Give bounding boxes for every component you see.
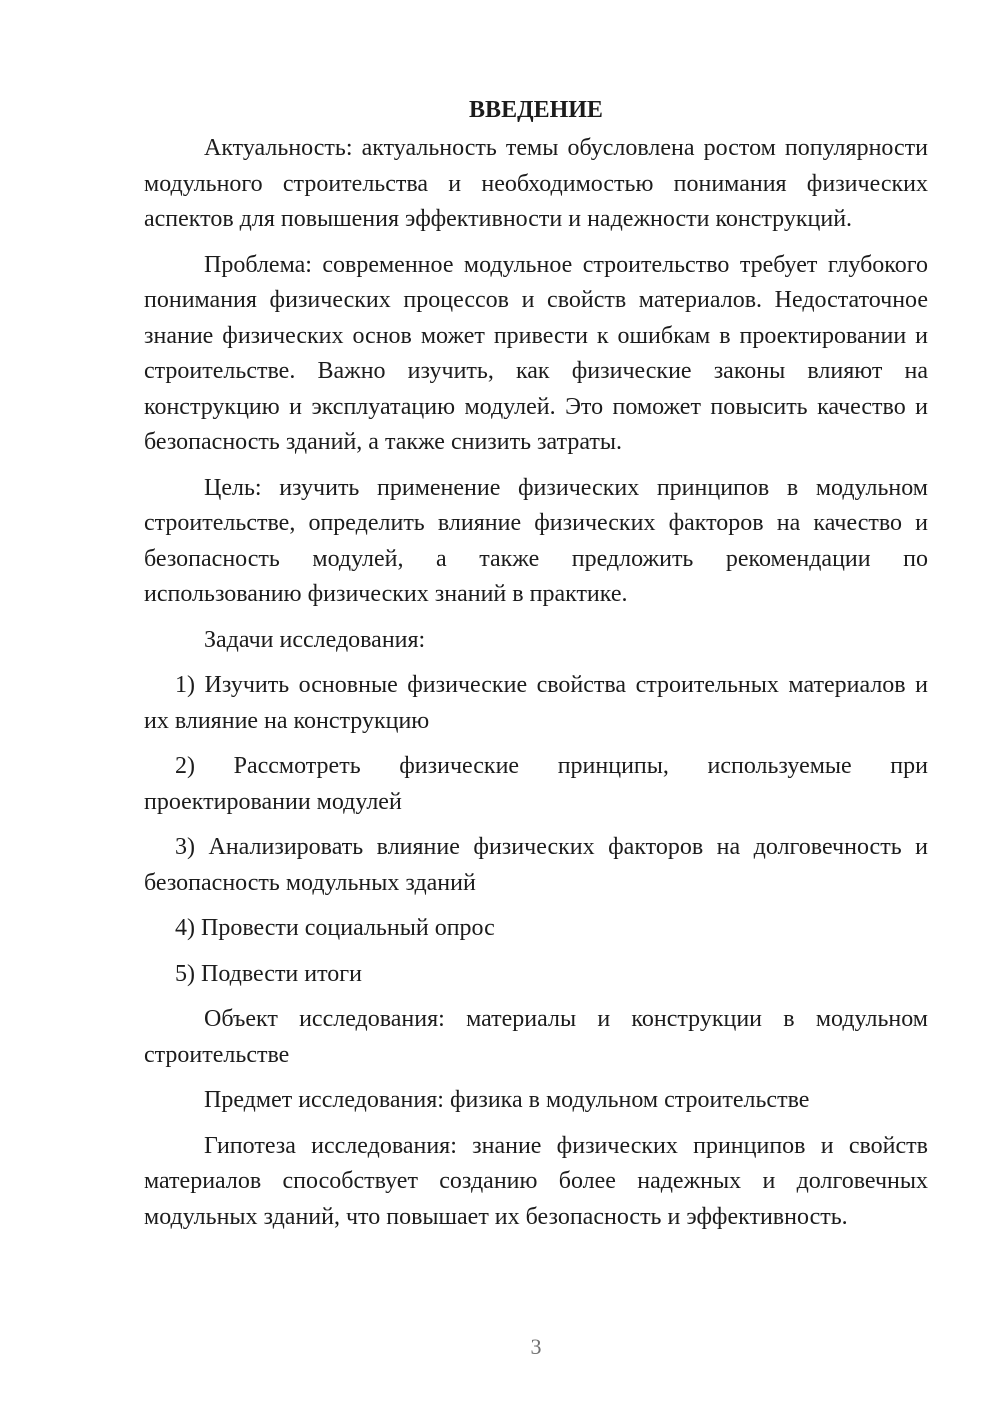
tasks-list [144, 668, 928, 992]
problem-paragraph: Проблема: современное модульное строительство требует глубокого понимания физических процессов и свойств материалов. Недостаточное знание физических основ может привести к ошибкам в проектировании и строительстве. Важно изучить, как физические законы влияют на конструкцию и эксплуатацию модулей. Это поможет повысить качество и безопасность зданий, а также снизить затраты. [144, 251, 928, 455]
relevance-paragraph: Актуальность: актуальность темы обусловлена ростом популярности модульного строительства и необходимостью понимания физических аспектов для повышения эффективности и надежности конструкций. [144, 135, 928, 232]
task-item: 3) Анализировать влияние физических факторов на долговечность и безопасность модульных зданий [144, 834, 928, 896]
document-body [144, 96, 928, 1245]
object-paragraph: Объект исследования: материалы и конструкции в модульном строительстве [144, 1006, 928, 1068]
page-title: ВВЕДЕНИЕ [469, 97, 603, 123]
hypothesis-paragraph: Гипотеза исследования: знание физических принципов и свойств материалов способствует созданию более надежных и долговечных модульных зданий, что повышает их безопасность и эффективность. [144, 1132, 928, 1230]
task-item: 5) Подвести итоги [175, 960, 362, 987]
subject-paragraph: Предмет исследования: физика в модульном строительстве [204, 1087, 810, 1113]
task-item: 2) Рассмотреть физические принципы, используемые при проектировании модулей [144, 753, 928, 815]
goal-paragraph: Цель: изучить применение физических принципов в модульном строительстве, определить влияние физических факторов на качество и безопасность модулей, а также предложить рекомендации по использованию физических знаний в практике. [144, 474, 928, 607]
tasks-heading: Задачи исследования: [204, 626, 426, 653]
page-number: 3 [530, 1334, 542, 1359]
task-item: 4) Провести социальный опрос [175, 915, 495, 941]
task-item: 1) Изучить основные физические свойства строительных материалов и их влияние на конструкцию [144, 672, 928, 734]
